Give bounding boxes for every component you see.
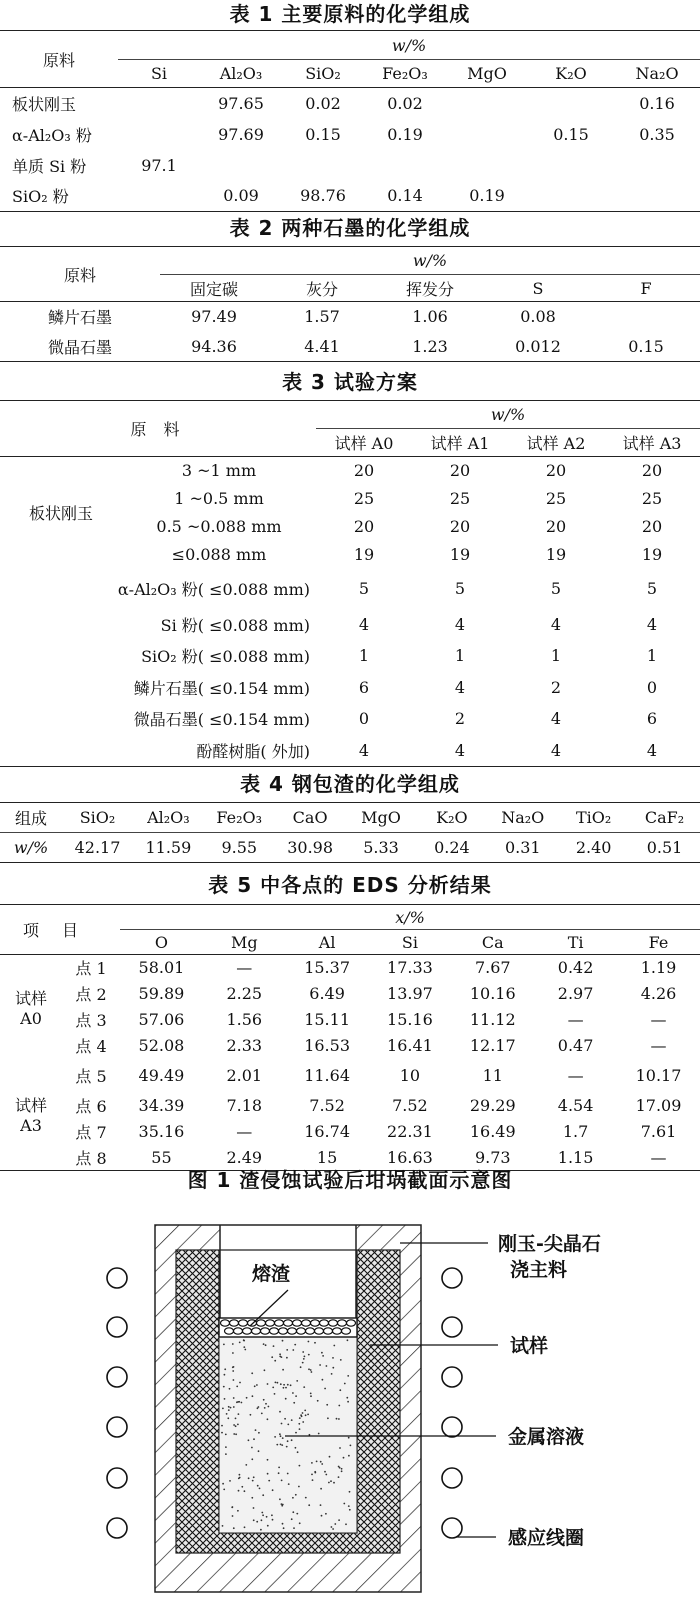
column-header: Si <box>401 932 418 952</box>
table-cell: 1.23 <box>412 336 448 356</box>
table-cell: 0.19 <box>387 124 423 144</box>
slag-layer <box>219 1318 357 1337</box>
table-cell: 4 <box>358 614 370 634</box>
table3 <box>0 400 700 767</box>
table-cell: 25 <box>545 489 567 508</box>
row-label: 鳞片石墨 <box>47 308 112 328</box>
table-cell: 7.18 <box>226 1096 263 1115</box>
table-cell: 11 <box>482 1066 503 1085</box>
table-cell: 1.56 <box>226 1010 263 1029</box>
row-label: α-Al₂O₃ 粉( ≤0.088 mm) <box>117 580 310 599</box>
table-cell: 1 <box>550 646 562 666</box>
table-cell: 4.26 <box>640 984 677 1003</box>
table-cell: 20 <box>641 461 663 481</box>
table-cell <box>118 88 200 119</box>
column-header: Fe <box>648 932 669 952</box>
column-header: Al₂O₃ <box>133 803 204 833</box>
table-cell: — <box>567 1066 584 1085</box>
table-cell: 20 <box>449 517 471 536</box>
table-cell: 2 <box>550 677 562 697</box>
table-cell: 13.97 <box>387 984 433 1003</box>
table-cell: 59.89 <box>138 984 185 1003</box>
table2-row-header: 原料 <box>0 247 160 302</box>
table-row <box>0 1093 700 1119</box>
table-cell: 4 <box>358 740 370 760</box>
table-row <box>0 640 700 672</box>
coil-turn <box>107 1268 127 1288</box>
table4-caption: 表 4 钢包渣的化学组成 <box>240 772 460 796</box>
table-cell: 11.59 <box>145 838 192 857</box>
coil-turn <box>442 1317 462 1337</box>
table4 <box>0 802 700 863</box>
table-row <box>0 955 700 981</box>
table-cell: 2.25 <box>226 984 263 1003</box>
table-row <box>0 703 700 735</box>
table-row <box>0 332 700 362</box>
group-label: 板状刚玉 <box>28 504 93 524</box>
table-cell: 16.74 <box>304 1122 350 1141</box>
table2-unit: w/% <box>160 247 700 275</box>
table-cell: 20 <box>545 461 567 481</box>
table-cell: — <box>236 1122 253 1141</box>
table-cell: 1.7 <box>562 1122 589 1141</box>
column-header: MgO <box>346 803 417 833</box>
column-header: K₂O <box>555 64 587 83</box>
table-cell: 2.49 <box>226 1147 263 1167</box>
table-cell: 29.29 <box>469 1096 516 1115</box>
column-header: 固定碳 <box>189 279 238 299</box>
castable-label-2: 浇主料 <box>510 1259 568 1281</box>
table-row <box>0 1119 700 1145</box>
table1-row-header: 原料 <box>0 31 118 88</box>
table-cell: 1 <box>358 646 370 666</box>
table-row <box>0 981 700 1007</box>
column-header: TiO₂ <box>558 803 629 833</box>
table-cell: 11.12 <box>469 1010 516 1029</box>
point-label: 点 4 <box>75 1037 107 1056</box>
table-cell: 10.17 <box>635 1066 682 1085</box>
table-cell: 97.1 <box>141 155 177 175</box>
table5-unit: x/% <box>120 905 700 930</box>
table-row <box>0 302 700 332</box>
table-cell: 2.97 <box>557 984 594 1003</box>
table-cell: 25 <box>353 489 375 508</box>
table-cell: — <box>650 1010 667 1029</box>
table-cell <box>592 302 700 332</box>
table-cell: 20 <box>353 461 375 481</box>
table-cell: 20 <box>545 517 567 536</box>
table-cell: 4 <box>646 614 658 634</box>
table-cell: 0.19 <box>469 186 505 206</box>
table-cell: 19 <box>449 545 471 564</box>
table-cell: 4 <box>454 677 466 697</box>
column-header: Na₂O <box>635 64 679 83</box>
table-cell: 7.52 <box>392 1096 428 1115</box>
table-cell: 1 <box>646 646 658 666</box>
table-cell <box>282 150 364 181</box>
table-cell: 34.39 <box>138 1096 185 1115</box>
sample-label-line: 试样 <box>15 1096 48 1116</box>
table-cell: 2 <box>454 709 466 729</box>
table-cell: 5 <box>646 579 658 598</box>
slag-label: 熔渣 <box>252 1263 291 1285</box>
table-cell: 5.33 <box>363 838 399 857</box>
column-header: Ca <box>481 932 504 952</box>
row-label: 微晶石墨 <box>47 337 112 357</box>
table-cell: 30.98 <box>287 838 334 857</box>
table5 <box>0 904 700 1171</box>
table-cell: 6 <box>646 709 658 729</box>
table-cell: 97.65 <box>218 93 264 113</box>
sample-label-line: A3 <box>20 1116 42 1136</box>
table2 <box>0 246 700 362</box>
table-cell: 0.012 <box>515 336 561 356</box>
column-header: Fe₂O₃ <box>204 803 275 833</box>
table4-value-label: w/% <box>13 838 49 857</box>
table-cell: 15.37 <box>304 958 350 978</box>
column-header: CaO <box>275 803 346 833</box>
row-label: 微晶石墨( ≤0.154 mm) <box>133 710 310 730</box>
molten-metal <box>219 1337 357 1533</box>
table-cell: 0.16 <box>639 93 675 113</box>
table-cell: 0.31 <box>504 838 541 857</box>
point-label: 点 3 <box>75 1011 107 1030</box>
table-cell: 55 <box>151 1147 172 1167</box>
table-cell <box>446 119 528 150</box>
table-cell: — <box>236 958 253 978</box>
table-cell: 2.40 <box>575 838 612 857</box>
sample-label-line: 试样 <box>15 988 48 1008</box>
table5-item-label-2: 目 <box>62 905 120 955</box>
table-cell: 0.14 <box>387 186 423 206</box>
table-cell: 10.16 <box>469 984 516 1003</box>
table-cell: 10 <box>399 1066 421 1085</box>
column-header: 灰分 <box>305 279 338 299</box>
table-row <box>0 88 700 119</box>
row-label: 1 ~0.5 mm <box>174 489 264 508</box>
crucible-diagram <box>0 1200 700 1600</box>
table-cell: 20 <box>449 461 471 481</box>
point-label: 点 5 <box>75 1067 107 1086</box>
table-cell: 1 <box>454 646 466 666</box>
table-cell <box>528 181 614 212</box>
table-cell: 4.54 <box>557 1096 594 1115</box>
column-header: Al <box>318 932 336 952</box>
column-header: S <box>532 278 544 298</box>
table-cell: 15.16 <box>387 1010 433 1029</box>
table-cell: 16.63 <box>387 1147 433 1167</box>
table-cell: 16.49 <box>469 1122 516 1141</box>
table-cell: 0.47 <box>557 1036 594 1055</box>
column-header: 试样 A1 <box>430 434 490 453</box>
table1-caption: 表 1 主要原料的化学组成 <box>229 2 471 26</box>
table-cell <box>614 150 700 181</box>
point-label: 点 6 <box>75 1097 107 1116</box>
table-cell <box>528 150 614 181</box>
coil-turn <box>442 1417 462 1437</box>
sample-label <box>0 1059 62 1171</box>
table-cell <box>364 150 446 181</box>
metal-label: 金属溶液 <box>508 1426 585 1448</box>
table-cell: 4 <box>550 614 562 634</box>
table3-row-header: 原 料 <box>0 401 316 457</box>
table-row <box>0 457 700 485</box>
column-header: Ti <box>567 932 584 952</box>
row-label: 0.5 ~0.088 mm <box>156 517 282 536</box>
table-cell: 49.49 <box>138 1066 185 1085</box>
table-cell: — <box>650 1147 667 1167</box>
table-cell: 16.41 <box>387 1036 433 1055</box>
column-header: F <box>640 278 652 298</box>
table-cell <box>528 88 614 119</box>
table-cell: 6 <box>358 677 370 697</box>
point-label: 点 7 <box>75 1123 107 1142</box>
table-cell: 4 <box>646 740 658 760</box>
coil-turn <box>107 1417 127 1437</box>
table-cell: 0 <box>358 709 370 729</box>
table-cell: 20 <box>353 517 375 536</box>
table-cell: 0.51 <box>646 838 683 857</box>
table-cell: 0.15 <box>305 124 341 144</box>
point-label: 点 2 <box>75 985 107 1004</box>
row-label: ≤0.088 mm <box>171 545 267 564</box>
column-header: SiO₂ <box>62 803 133 833</box>
column-header: Fe₂O₃ <box>382 64 428 83</box>
column-header: SiO₂ <box>305 64 341 83</box>
table-cell <box>118 119 200 150</box>
column-header: Mg <box>230 932 258 952</box>
table-cell: 4 <box>550 709 562 729</box>
table-cell <box>446 150 528 181</box>
point-label: 点 1 <box>75 959 107 979</box>
table-cell: 0.15 <box>628 336 664 356</box>
table-cell <box>118 181 200 212</box>
coil-turn <box>107 1367 127 1387</box>
table-cell: 1.06 <box>412 307 448 327</box>
table1 <box>0 30 700 212</box>
coil-turn <box>442 1518 462 1538</box>
table5-item-label-1: 项 <box>0 905 62 955</box>
row-label: 鳞片石墨( ≤0.154 mm) <box>133 678 310 698</box>
table-cell: 58.01 <box>138 958 185 978</box>
table-cell: 5 <box>550 579 562 598</box>
table-cell: 0.09 <box>223 186 259 206</box>
table-cell: 97.49 <box>191 307 237 327</box>
table-cell: 6.49 <box>309 984 345 1003</box>
table-cell: 0.24 <box>434 838 470 857</box>
table-cell: 5 <box>358 579 370 598</box>
table-row <box>0 1145 700 1171</box>
table-cell <box>614 181 700 212</box>
column-header: Na₂O <box>487 803 558 833</box>
table-cell: 7.67 <box>474 958 511 978</box>
column-header: 试样 A2 <box>526 434 586 453</box>
table-cell: 5 <box>454 579 466 598</box>
column-header: Al₂O₃ <box>219 64 263 83</box>
table-cell: 94.36 <box>191 336 237 356</box>
table-cell: 0.02 <box>387 93 423 113</box>
table-row <box>0 181 700 212</box>
row-label: Si 粉( ≤0.088 mm) <box>160 615 310 635</box>
sample-label <box>0 955 62 1059</box>
column-header: Si <box>150 64 168 83</box>
table-cell: 16.53 <box>304 1036 350 1055</box>
table-cell: 97.69 <box>218 124 264 144</box>
table-cell: 20 <box>641 517 663 536</box>
sample-label: 试样 <box>510 1335 549 1357</box>
table-cell: 42.17 <box>74 838 121 857</box>
row-label: 酚醛树脂( 外加) <box>196 741 310 761</box>
table-row <box>0 1059 700 1093</box>
table-cell: 2.33 <box>226 1036 263 1055</box>
coil-turn <box>442 1268 462 1288</box>
table-cell: 0.35 <box>639 124 675 144</box>
table-cell: 9.73 <box>474 1147 511 1167</box>
table-cell: 9.55 <box>221 838 258 857</box>
table-cell: 1.57 <box>304 307 340 327</box>
table-cell: 4 <box>550 740 562 760</box>
column-header: K₂O <box>416 803 487 833</box>
table-row <box>0 1033 700 1059</box>
coil-label: 感应线圈 <box>508 1527 585 1549</box>
table-cell: 25 <box>449 489 471 508</box>
table-cell: 0 <box>646 677 658 697</box>
table-cell: 2.01 <box>226 1066 263 1085</box>
column-header: 挥发分 <box>405 279 454 299</box>
table-cell: 7.52 <box>309 1096 345 1115</box>
table-cell: 19 <box>641 545 663 564</box>
table-cell: 52.08 <box>138 1036 185 1055</box>
table-cell: 0.08 <box>520 307 556 327</box>
row-label: SiO₂ 粉 <box>12 187 69 207</box>
table-cell: 17.33 <box>387 958 433 978</box>
table-cell: 98.76 <box>300 186 346 206</box>
table-cell: 19 <box>545 545 567 564</box>
table-cell: 7.61 <box>640 1122 677 1141</box>
table-cell: 1.15 <box>557 1147 594 1167</box>
row-label: 单质 Si 粉 <box>12 156 87 176</box>
row-label: 3 ~1 mm <box>181 461 257 481</box>
table-cell: 11.64 <box>304 1066 350 1085</box>
table-cell: 0.02 <box>305 93 341 113</box>
table-row <box>0 150 700 181</box>
table-cell <box>446 88 528 119</box>
castable-label-1: 刚玉-尖晶石 <box>498 1233 601 1255</box>
table-row <box>0 569 700 609</box>
table-cell: 1.19 <box>640 958 677 978</box>
table-row <box>0 735 700 767</box>
table5-caption: 表 5 中各点的 EDS 分析结果 <box>208 873 492 897</box>
table2-caption: 表 2 两种石墨的化学组成 <box>229 216 471 240</box>
table-cell: 4 <box>454 740 466 760</box>
sample-label-line: A0 <box>20 1008 42 1028</box>
table3-unit: w/% <box>316 401 700 429</box>
table-cell: 4 <box>454 614 466 634</box>
coil-turn <box>442 1468 462 1488</box>
table3-caption: 表 3 试验方案 <box>282 370 418 394</box>
table-cell: 12.17 <box>469 1036 516 1055</box>
table-row <box>0 672 700 704</box>
table-cell: 57.06 <box>138 1010 185 1029</box>
column-header: 试样 A3 <box>622 434 682 453</box>
row-label: 板状刚玉 <box>12 94 77 114</box>
table-cell: 19 <box>353 545 375 564</box>
table-row <box>0 119 700 150</box>
table-cell <box>200 150 282 181</box>
table-row <box>0 609 700 641</box>
coil-turn <box>442 1367 462 1387</box>
table-cell: 15 <box>316 1147 338 1167</box>
table-cell: 4.41 <box>304 336 340 356</box>
table1-unit: w/% <box>118 31 700 60</box>
coil-turn <box>107 1468 127 1488</box>
coil-turn <box>107 1518 127 1538</box>
table-cell: — <box>567 1010 584 1029</box>
table-cell: 0.15 <box>553 124 589 144</box>
table4-header-label: 组成 <box>0 803 62 833</box>
column-header: O <box>154 932 168 952</box>
table-cell: 0.42 <box>557 958 594 978</box>
table-row <box>0 1007 700 1033</box>
row-label: α-Al₂O₃ 粉 <box>12 125 92 145</box>
table-cell: — <box>650 1036 667 1055</box>
table-cell: 15.11 <box>304 1010 350 1029</box>
column-header: MgO <box>467 64 507 83</box>
figure1-caption: 图 1 渣侵蚀试验后坩埚截面示意图 <box>187 1168 513 1192</box>
table-cell: 25 <box>641 489 663 508</box>
column-header: 试样 A0 <box>334 434 394 453</box>
coil-turn <box>107 1317 127 1337</box>
table-cell: 17.09 <box>635 1096 682 1115</box>
table-cell: 22.31 <box>387 1122 433 1141</box>
row-label: SiO₂ 粉( ≤0.088 mm) <box>141 647 310 667</box>
point-label: 点 8 <box>75 1148 107 1168</box>
table-cell: 35.16 <box>138 1122 185 1141</box>
column-header: CaF₂ <box>629 803 700 833</box>
